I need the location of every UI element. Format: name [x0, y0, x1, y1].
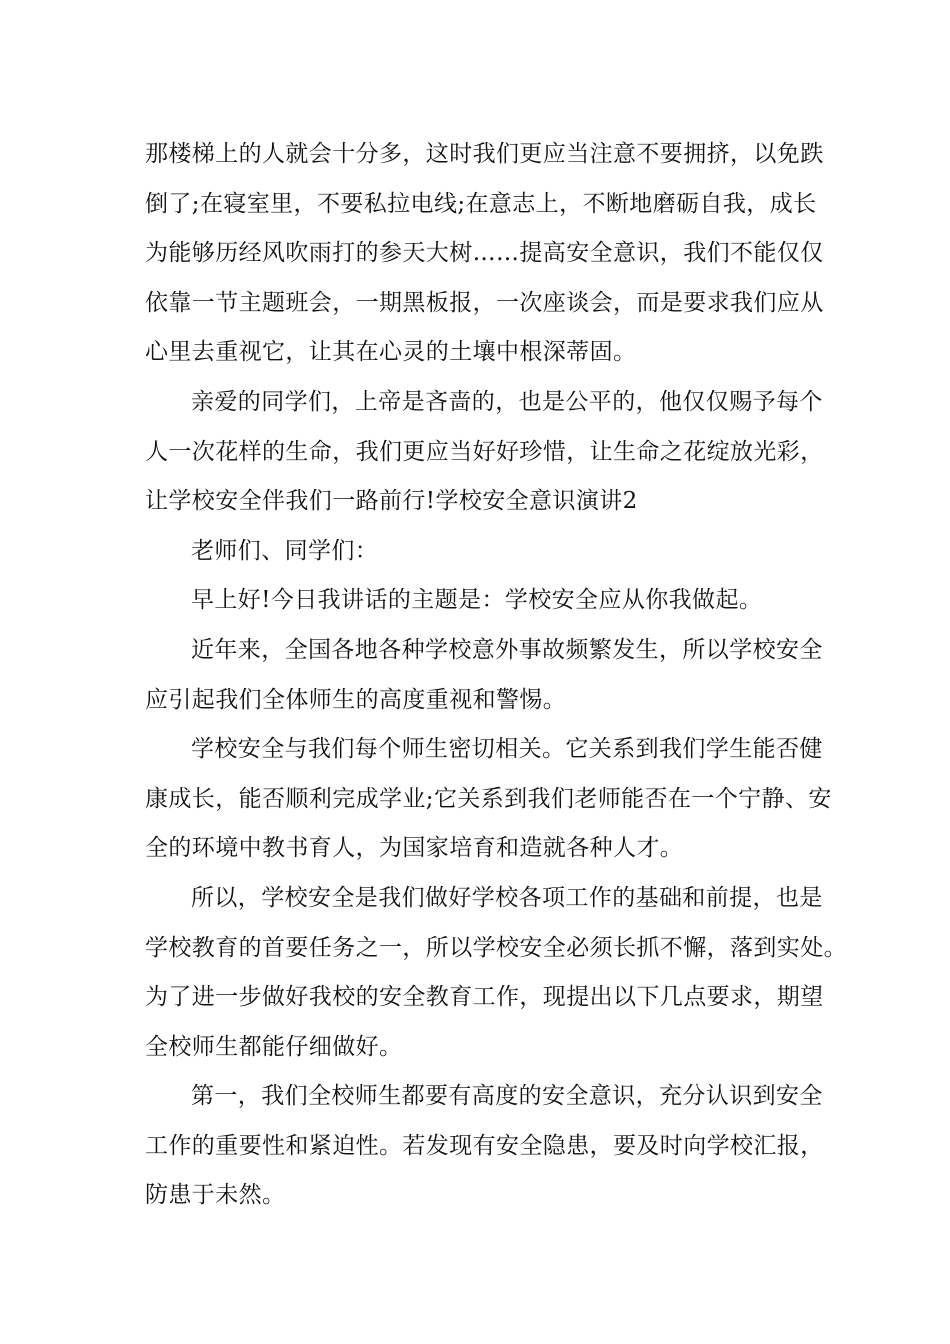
text-line: 近年来，全国各地各种学校意外事故频繁发生，所以学校安全 [191, 636, 823, 663]
text-line: 倒了;在寝室里，不要私拉电线;在意志上，不断地磨砺自我，成长 [145, 190, 817, 217]
paragraph-8 [145, 1072, 824, 1221]
text-line: 应引起我们全体师生的高度重视和警惕。 [145, 686, 567, 713]
text-line: 依靠一节主题班会，一期黑板报，一次座谈会，而是要求我们应从 [145, 289, 824, 316]
text-line: 所以，学校安全是我们做好学校各项工作的基础和前提，也是 [191, 884, 823, 911]
text-line: 那楼梯上的人就会十分多，这时我们更应当注意不要拥挤，以免跌 [145, 141, 824, 167]
paragraph-3 [145, 527, 817, 577]
document-body [145, 130, 847, 1221]
text-line: 康成长，能否顺利完成学业;它关系到我们老师能否在一个宁静、安 [145, 785, 832, 812]
paragraph-5 [145, 626, 823, 725]
text-line: 早上好!今日我讲话的主题是：学校安全应从你我做起。 [191, 587, 763, 614]
text-line: 人一次花样的生命，我们更应当好好珍惜，让生命之花绽放光彩， [145, 438, 824, 465]
text-line: 为能够历经风吹雨打的参天大树……提高安全意识，我们不能仅仅 [145, 240, 824, 267]
text-line: 防患于未然。 [145, 1182, 286, 1209]
text-line: 全校师生都能仔细做好。 [145, 1033, 403, 1060]
paragraph-7 [145, 874, 847, 1072]
paragraph-4 [145, 576, 817, 626]
text-line: 心里去重视它，让其在心灵的土壤中根深蒂固。 [145, 339, 637, 366]
text-line: 让学校安全伴我们一路前行!学校安全意识演讲2 [145, 488, 638, 515]
paragraph-1 [145, 130, 824, 378]
text-line: 学校教育的首要任务之一，所以学校安全必须长抓不懈，落到实处。 [145, 934, 847, 961]
text-line: 工作的重要性和紧迫性。若发现有安全隐患，要及时向学校汇报， [145, 1132, 824, 1159]
paragraph-6 [145, 725, 832, 874]
text-line: 全的环境中教书育人，为国家培育和造就各种人才。 [145, 835, 684, 862]
text-line: 为了进一步做好我校的安全教育工作，现提出以下几点要求，期望 [145, 984, 824, 1011]
text-line: 老师们、同学们： [191, 537, 379, 564]
text-line: 第一，我们全校师生都要有高度的安全意识，充分认识到安全 [191, 1083, 823, 1110]
paragraph-2 [145, 378, 824, 527]
text-line: 亲爱的同学们，上帝是吝啬的，也是公平的，他仅仅赐予每个 [191, 388, 823, 415]
text-line: 学校安全与我们每个师生密切相关。它关系到我们学生能否健 [191, 736, 823, 763]
